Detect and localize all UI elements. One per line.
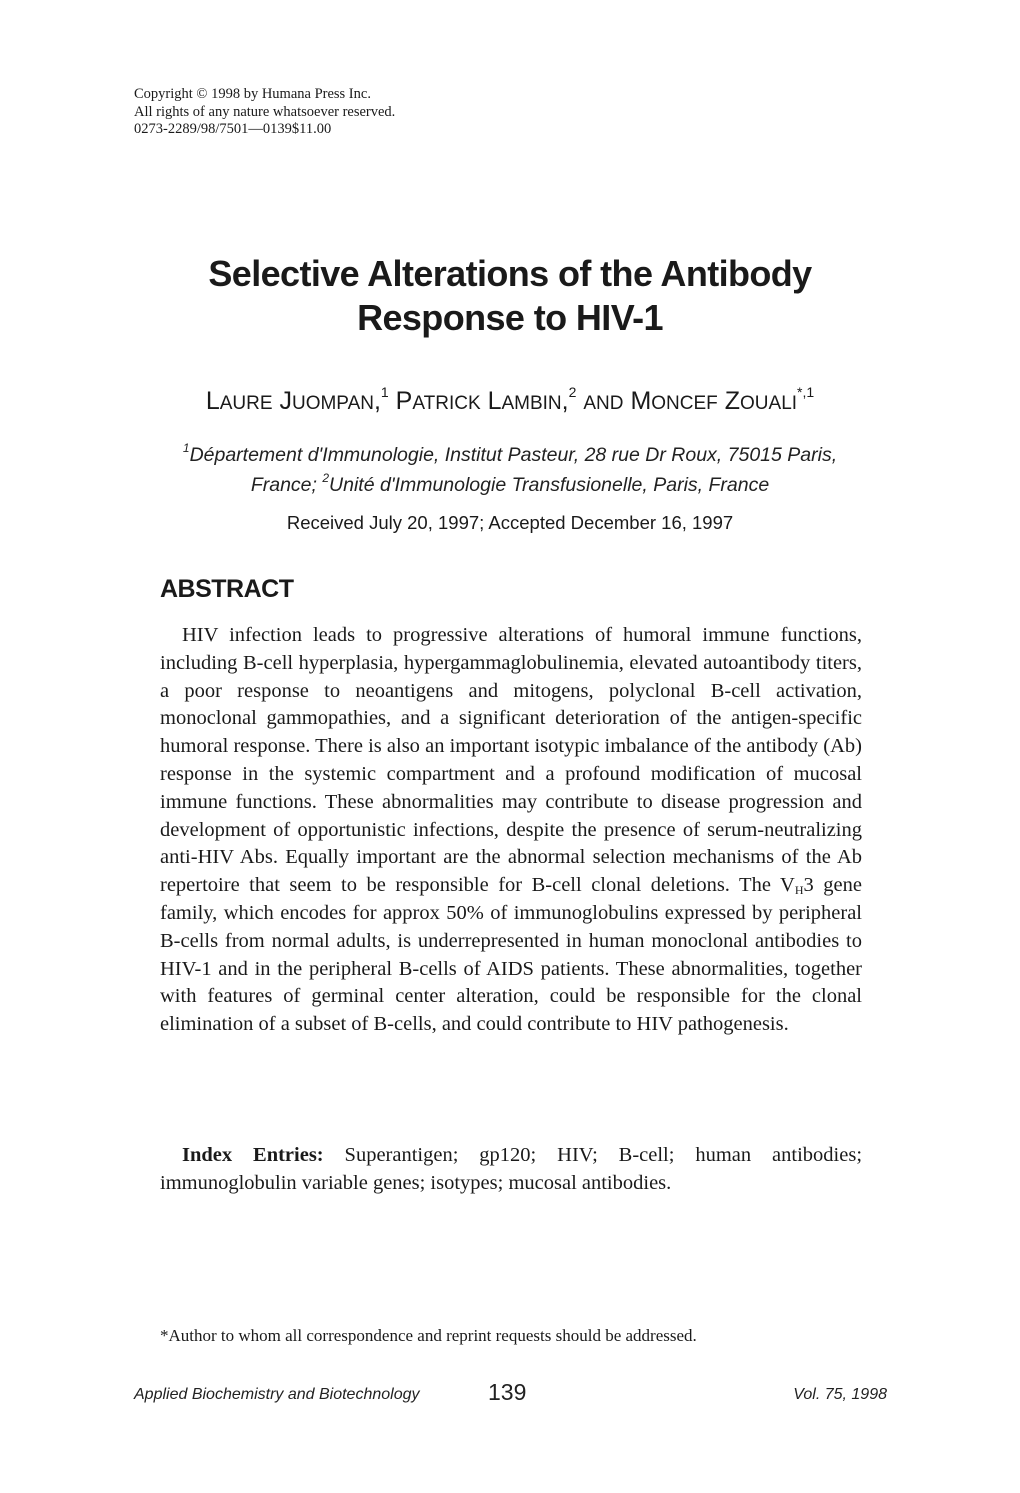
- index-entries-label: Index Entries:: [182, 1144, 324, 1166]
- author-conjunction: AND: [583, 393, 624, 414]
- author-affiliation-mark: *,1: [797, 384, 815, 400]
- author-affiliation-mark: 1: [380, 384, 389, 400]
- affiliation-line-1: $^1$Département d'Immunologie, Institut Pasteur, 28 rue Dr Roux, 75015 Paris,: [182, 441, 838, 466]
- article-code-line: 0273-2289/98/7501—0139$11.00: [134, 121, 332, 137]
- title-line-2: Response to HIV-1: [357, 297, 663, 338]
- index-entries: [160, 1142, 862, 1198]
- copyright-notice: [134, 86, 395, 139]
- article-title: [0, 252, 1020, 340]
- footer-journal-name: Applied Biochemistry and Biotechnology: [134, 1386, 420, 1403]
- author-name: LAURE JUOMPAN: [205, 387, 374, 415]
- correspondence-footnote: *Author to whom all correspondence and reprint requests should be addressed.: [160, 1326, 697, 1345]
- index-entries-text: Superantigen; gp120; HIV; B-cell; human antibodies; immunoglobulin variable genes; isotypes; mucosal antibodies.: [160, 1144, 863, 1194]
- footer-page-number: 139: [488, 1379, 527, 1405]
- author-list: LAURE JUOMPAN,$^1$ PATRICK LAMBIN,$^2$ AND MONCEF $ZOUALI^{*,1}$: [205, 384, 815, 415]
- affiliation-line-2: France; $^2$Unité d'Immunologie Transfusionelle, Paris, France: [250, 471, 770, 496]
- title-line-1: Selective Alterations of the Antibody: [208, 253, 812, 294]
- abstract-body: HIV infection leads to progressive alterations of humoral immune functions, including B-cell hyperplasia, hypergammaglobulinemia, elevated autoantibody titers, a poor response to neoantigens and mitogens, polyclonal B-cell activation, monoclonal gammopathies, and a significant deterioration of the antigen-specific humoral response. There is also an important isotypic imbalance of the antibody (Ab) response in the systemic compartment and a profound modification of mucosal immune functions. These abnormalities may contribute to disease progression and development of opportunistic infections, despite the presence of serum-neutralizing anti-HIV Abs. Equally important are the abnormal selection mechanisms of the Ab repertoire that seem to be responsible for B-cell clonal deletions. The $V_H3$ gene family, which encodes for approx 50% of immunoglobulins expressed by peripheral B-cells from normal adults, is underrepresented in human monoclonal antibodies to HIV-1 and in the peripheral B-cells of AIDS patients. These abnormalities, together with features of germinal center alteration, could be responsible for the clonal elimination of a subset of B-cells, and could contribute to HIV pathogenesis.: [160, 624, 862, 1036]
- author-name: PATRICK LAMBIN: [395, 387, 562, 415]
- received-dates: Received July 20, 1997; Accepted December 16, 1997: [286, 512, 734, 533]
- author-name: MONCEF ZOUALI: [630, 387, 798, 415]
- author-affiliation-mark: 2: [568, 384, 577, 400]
- footer-volume: Vol. 75, 1998: [793, 1386, 887, 1403]
- rights-line: All rights of any nature whatsoever reserved.: [134, 103, 396, 120]
- copyright-line: Copyright © 1998 by Humana Press Inc.: [134, 86, 371, 102]
- affiliations: [0, 440, 1020, 500]
- abstract-heading: ABSTRACT: [160, 575, 294, 603]
